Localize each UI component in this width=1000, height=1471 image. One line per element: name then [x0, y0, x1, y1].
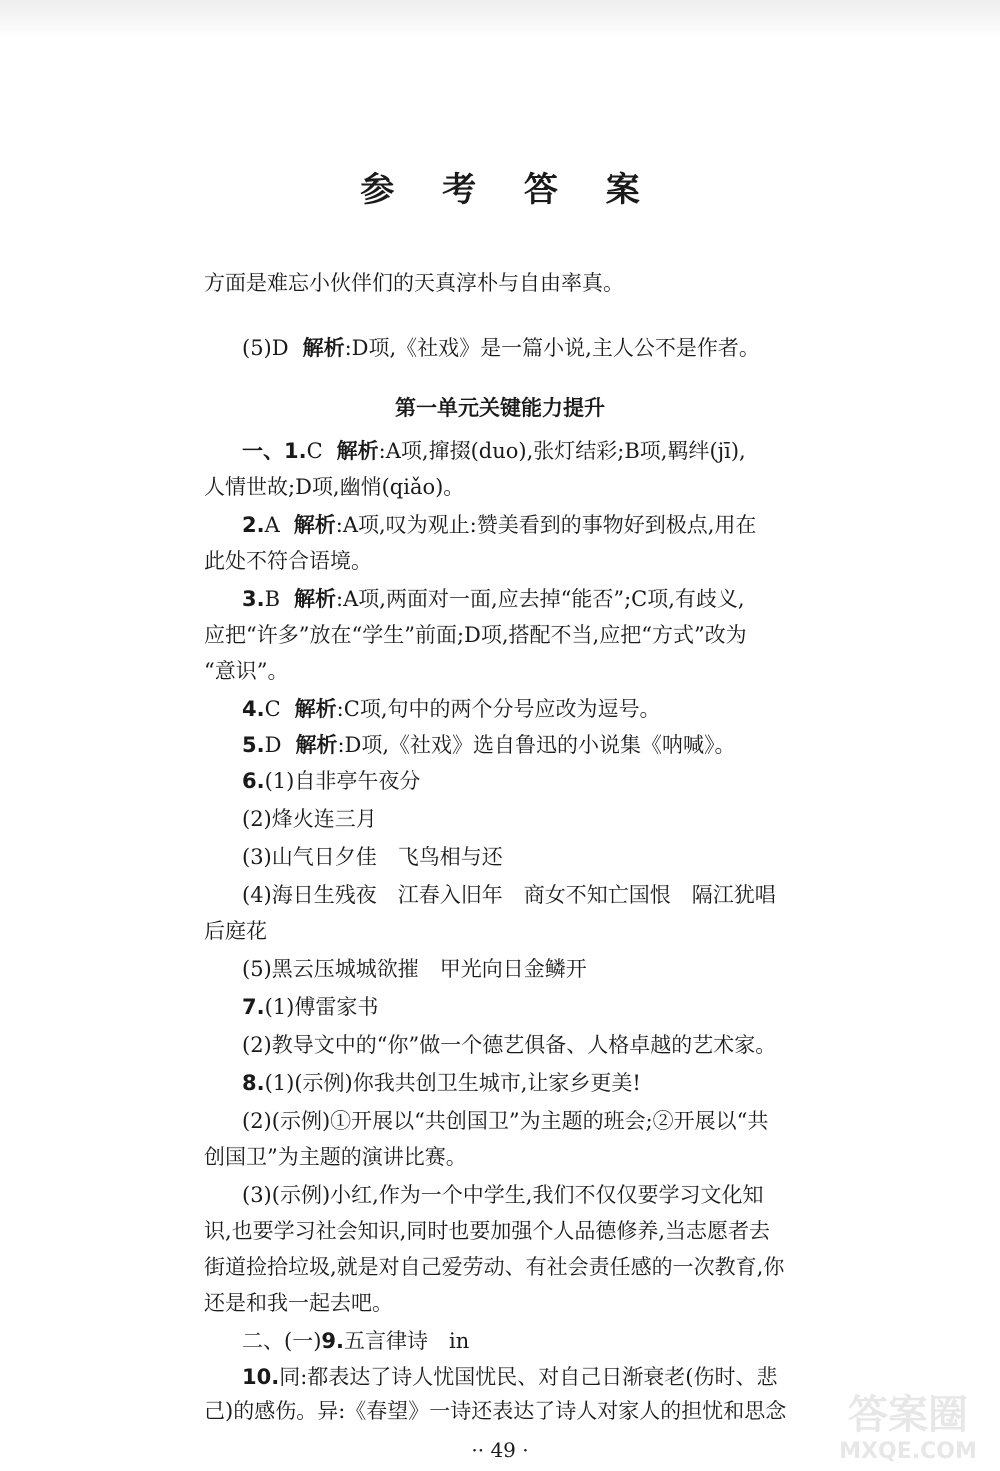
q10-text: 同:都表达了诗人忧国忧民、对自己日渐衰老(伤时、悲 — [279, 1365, 778, 1389]
q6-part1: (1)自非亭午夜分 — [264, 769, 421, 793]
q8-line1 — [242, 1068, 804, 1098]
watermark-url: MXQE.COM — [839, 1439, 977, 1464]
q3-line2: 应把“许多”放在“学生”前面;D项,搭配不当,应把“方式”改为 — [204, 623, 747, 647]
q4-line — [242, 694, 804, 724]
q9-text: 五言律诗 in — [343, 1329, 470, 1353]
q2-answer: A — [264, 513, 280, 537]
q6-part4b: 后庭花 — [204, 919, 267, 943]
scan-shadow — [0, 0, 1000, 40]
q8-part3a: (3)(示例)小红,作为一个中学生,我们不仅仅要学习文化知 — [242, 1183, 764, 1207]
q3-number: 3. — [242, 587, 265, 611]
q6-number: 6. — [242, 769, 265, 793]
q3-text: :A项,两面对一面,应去掉“能否”;C项,有歧义, — [336, 587, 745, 611]
q8-part3b: 识,也要学习社会知识,同时也要加强个人品德修养,当志愿者去 — [204, 1219, 771, 1243]
q9-line — [242, 1326, 804, 1356]
q5-number: 5. — [242, 733, 265, 757]
q5-number: (5)D — [242, 336, 289, 360]
q4-text: :C项,句中的两个分号应改为逗号。 — [336, 697, 661, 721]
q7-part1: (1)傅雷家书 — [264, 995, 379, 1019]
q4-number: 4. — [242, 697, 265, 721]
watermark-logo — [828, 1382, 988, 1464]
intro-q5 — [242, 333, 804, 363]
q5-answer: D — [264, 733, 282, 757]
page-title: 参 考 答 案 — [360, 170, 658, 210]
q6-line1 — [242, 766, 804, 796]
q7-part2: (2)教导文中的“你”做一个德艺俱备、人格卓越的艺术家。 — [242, 1033, 777, 1057]
page-number: ·· 49 · — [471, 1438, 529, 1462]
q1-text: :A项,撺掇(duo),张灯结彩;B项,羁绊(jī), — [378, 439, 746, 463]
intro-line: 方面是难忘小伙伴们的天真淳朴与自由率真。 — [204, 271, 624, 295]
q3-line3: “意识”。 — [204, 659, 289, 683]
watermark-text: 答案圈 — [848, 1392, 968, 1438]
q10-line2: 己)的感伤。异:《春望》一诗还表达了诗人对家人的担忧和思念 — [204, 1399, 787, 1423]
q8-part3c: 街道捡拾垃圾,就是对自己爱劳动、有社会责任感的一次教育,你 — [204, 1255, 785, 1279]
q2-line2: 此处不符合语境。 — [204, 549, 372, 573]
q6-part4a: (4)海日生残夜 江春入旧年 商女不知亡国恨 隔江犹唱 — [242, 883, 776, 907]
q4-answer: C — [264, 697, 281, 721]
q7-line1 — [242, 992, 804, 1022]
q1-number: 一、1. — [242, 439, 307, 463]
q2-text: :A项,叹为观止:赞美看到的事物好到极点,用在 — [335, 513, 757, 537]
q6-part3: (3)山气日夕佳 飞鸟相与还 — [242, 845, 503, 869]
q1-answer: C — [306, 439, 323, 463]
q1-line1 — [242, 436, 804, 466]
q5-text: :D项,《社戏》选自鲁迅的小说集《呐喊》。 — [337, 733, 736, 757]
q8-part2b: 创国卫”为主题的演讲比赛。 — [204, 1145, 467, 1169]
q8-part2a: (2)(示例)①开展以“共创国卫”为主题的班会;②开展以“共 — [242, 1109, 769, 1133]
analysis-label: 解析 — [336, 439, 379, 463]
analysis-label: 解析 — [295, 733, 338, 757]
q5-line — [242, 730, 804, 760]
q10-line1 — [242, 1362, 804, 1392]
section-title: 第一单元关键能力提升 — [395, 396, 605, 420]
analysis-label: 解析 — [293, 513, 336, 537]
analysis-label: 解析 — [294, 697, 337, 721]
q8-part3d: 还是和我一起去吧。 — [204, 1291, 393, 1315]
q9-number: 9. — [321, 1329, 344, 1353]
q8-part1: (1)(示例)你我共创卫生城市,让家乡更美! — [264, 1071, 641, 1095]
q8-number: 8. — [242, 1071, 265, 1095]
q9-prefix: 二、(一) — [242, 1329, 322, 1353]
q10-number: 10. — [242, 1365, 280, 1389]
q3-answer: B — [264, 587, 281, 611]
q7-number: 7. — [242, 995, 265, 1019]
q6-part2: (2)烽火连三月 — [242, 807, 377, 831]
q3-line1 — [242, 584, 804, 614]
q5-text: :D项,《社戏》是一篇小说,主人公不是作者。 — [344, 336, 760, 360]
q2-line1 — [242, 510, 804, 540]
q6-part5: (5)黑云压城城欲摧 甲光向日金鳞开 — [242, 957, 587, 981]
q2-number: 2. — [242, 513, 265, 537]
q1-line2: 人情世故;D项,幽悄(qiǎo)。 — [204, 475, 465, 499]
analysis-label: 解析 — [302, 336, 345, 360]
analysis-label: 解析 — [294, 587, 337, 611]
